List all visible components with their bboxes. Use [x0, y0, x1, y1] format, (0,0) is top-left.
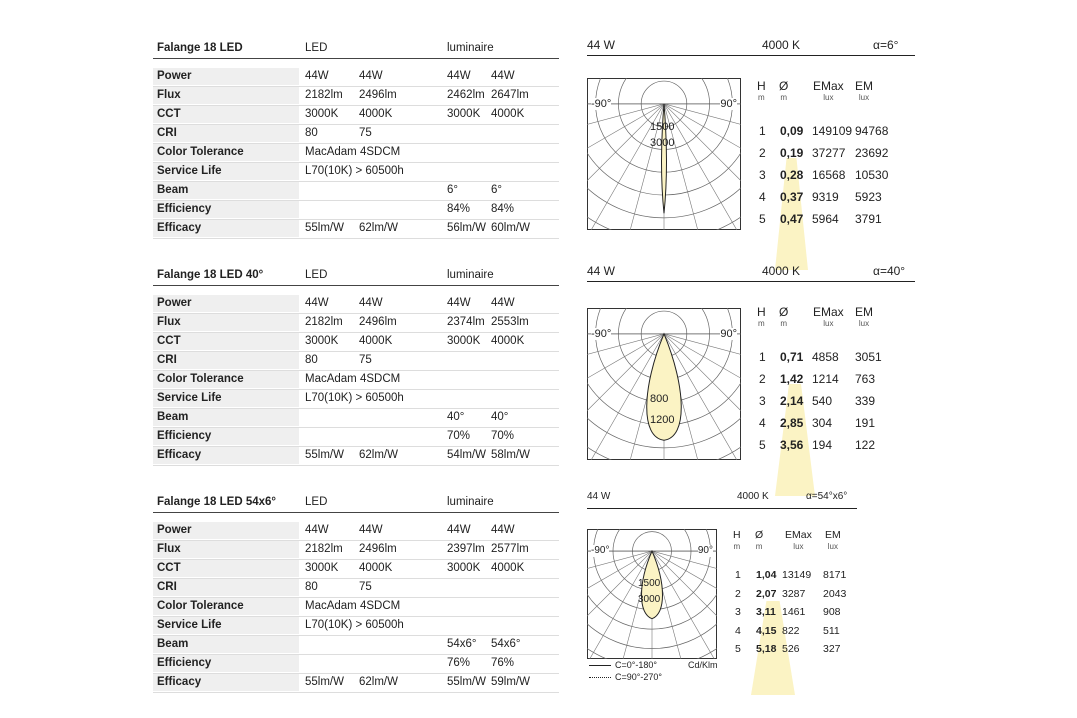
- polar-right-angle: 90°: [720, 327, 737, 340]
- table-cell: 2043: [823, 587, 847, 600]
- spec-row-label: Color Tolerance: [153, 371, 299, 388]
- spec-value: 44W: [491, 524, 515, 536]
- table-cell: 0,37: [780, 190, 804, 204]
- spec-value: 75: [359, 354, 372, 366]
- column-led: LED: [305, 42, 328, 54]
- spec-row-label: Efficiency: [153, 201, 299, 218]
- spec-row-label: Efficiency: [153, 655, 299, 672]
- spec-row: [153, 579, 559, 598]
- table-cell: 3: [735, 606, 741, 618]
- table-header-h: [757, 306, 766, 330]
- table-cell: 1,42: [780, 372, 804, 386]
- header-unit: lux: [823, 319, 834, 328]
- spec-row-label: CCT: [153, 560, 299, 577]
- header-label: EM: [855, 79, 873, 93]
- table-cell: 540: [812, 394, 833, 408]
- spec-value: 2462lm: [447, 89, 485, 101]
- spec-row: [153, 674, 559, 693]
- spec-value: 59lm/W: [491, 676, 530, 688]
- spec-value: 55lm/W: [305, 449, 344, 461]
- spec-value: 54x6°: [447, 638, 477, 650]
- table-cell: 2,14: [780, 394, 804, 408]
- polar-ring-inner-label: 1500: [638, 578, 661, 590]
- photometry-cct: 4000 K: [737, 491, 769, 502]
- photometry-alpha: α=6°: [873, 38, 899, 52]
- spec-value: 44W: [447, 297, 471, 309]
- table-cell: 763: [855, 372, 876, 386]
- spec-value: 44W: [305, 70, 329, 82]
- table-header-em: [855, 306, 873, 330]
- spec-row: [153, 314, 559, 333]
- spec-value: 80: [305, 127, 318, 139]
- header-rule: [587, 281, 915, 282]
- header-label: Ø: [779, 79, 789, 93]
- spec-value: 4000K: [359, 562, 393, 574]
- spec-row-label: Service Life: [153, 617, 299, 634]
- table-cell: 0,47: [780, 212, 804, 226]
- spec-row: [153, 333, 559, 352]
- spec-value: 4000K: [359, 335, 393, 347]
- spec-row-label: CCT: [153, 333, 299, 350]
- spec-value: 80: [305, 354, 318, 366]
- spec-row-label: Power: [153, 295, 299, 312]
- spec-row: [153, 447, 559, 466]
- spec-value: 54x6°: [491, 638, 521, 650]
- spec-value: 76%: [491, 657, 515, 669]
- table-row: [757, 144, 907, 164]
- table-cell: 0,28: [780, 168, 804, 182]
- photometry-power: 44 W: [587, 264, 616, 278]
- table-cell: 2,07: [756, 587, 777, 600]
- table-cell: 13149: [782, 569, 812, 581]
- photometry-alpha: α=54°x6°: [806, 491, 848, 502]
- spec-row: [153, 352, 559, 371]
- spec-value: 76%: [447, 657, 471, 669]
- spec-value: 2182lm: [305, 543, 343, 555]
- spec-value: 44W: [359, 70, 383, 82]
- spec-row-label: Service Life: [153, 163, 299, 180]
- header-label: Ø: [755, 529, 764, 541]
- table-cell: 1: [759, 350, 766, 364]
- spec-value: 44W: [447, 70, 471, 82]
- header-unit: m: [755, 542, 763, 551]
- spec-value: 62lm/W: [359, 222, 398, 234]
- table-cell: 191: [855, 416, 876, 430]
- spec-value: 2496lm: [359, 543, 397, 555]
- table-cell: 3: [759, 394, 766, 408]
- spec-table-falange-18-led: [153, 40, 559, 239]
- header-unit: m: [780, 93, 787, 102]
- header-unit: m: [758, 319, 765, 328]
- table-cell: 5964: [812, 212, 839, 226]
- table-cell: 194: [812, 438, 833, 452]
- spec-header: [153, 267, 559, 286]
- spec-value: 44W: [491, 70, 515, 82]
- spec-row: [153, 163, 559, 182]
- spec-value: 44W: [305, 297, 329, 309]
- spec-value: 44W: [447, 524, 471, 536]
- illuminance-table: [757, 80, 907, 240]
- column-led: LED: [305, 496, 328, 508]
- table-cell: 37277: [812, 146, 846, 160]
- spec-value: 2553lm: [491, 316, 529, 328]
- table-row: [757, 436, 907, 456]
- spec-value: 2496lm: [359, 89, 397, 101]
- table-cell: 3791: [855, 212, 882, 226]
- table-header-d: [755, 529, 763, 553]
- table-cell: 1214: [812, 372, 839, 386]
- spec-row-label: Color Tolerance: [153, 144, 299, 161]
- spec-value: 2374lm: [447, 316, 485, 328]
- spec-row: [153, 522, 559, 541]
- header-label: H: [757, 79, 766, 93]
- spec-row: [153, 409, 559, 428]
- table-cell: 3051: [855, 350, 882, 364]
- spec-row: [153, 541, 559, 560]
- header-rule: [587, 55, 915, 56]
- table-row: [757, 122, 907, 142]
- spec-value: 44W: [359, 297, 383, 309]
- spec-value: 2647lm: [491, 89, 529, 101]
- spec-value: 55lm/W: [305, 676, 344, 688]
- table-cell: 2: [759, 146, 766, 160]
- table-cell: 0,71: [780, 350, 804, 364]
- spec-value: L70(10K) > 60500h: [305, 392, 404, 404]
- header-unit: lux: [827, 542, 838, 551]
- table-row: [733, 641, 883, 661]
- spec-row: [153, 201, 559, 220]
- header-label: EMax: [785, 529, 812, 541]
- spec-row: [153, 655, 559, 674]
- table-cell: 3,11: [756, 606, 776, 618]
- product-title: Falange 18 LED 54x6°: [157, 496, 277, 508]
- spec-value: 40°: [491, 411, 509, 423]
- table-cell: 5: [759, 212, 766, 226]
- spec-value: 84%: [447, 203, 471, 215]
- table-header-d: [779, 306, 788, 330]
- spec-table-falange-18-led-40: [153, 267, 559, 466]
- table-cell: 1,04: [756, 569, 777, 581]
- spec-row: [153, 125, 559, 144]
- spec-row-label: Efficiency: [153, 428, 299, 445]
- table-row: [757, 166, 907, 186]
- table-cell: 5923: [855, 190, 882, 204]
- spec-row: [153, 68, 559, 87]
- table-cell: 4858: [812, 350, 839, 364]
- column-luminaire: luminaire: [447, 269, 494, 281]
- legend-solid-label: C=0°-180°: [615, 660, 657, 670]
- spec-value: MacAdam 4SDCM: [305, 146, 401, 158]
- table-cell: 5,18: [756, 643, 777, 655]
- spec-row-label: Power: [153, 522, 299, 539]
- spec-row: [153, 428, 559, 447]
- legend-unit-label: Cd/Klm: [688, 660, 718, 670]
- spec-value: 60lm/W: [491, 222, 530, 234]
- table-cell: 1: [735, 569, 741, 581]
- spec-table-falange-18-led-54x6: [153, 494, 559, 693]
- spec-value: 70%: [447, 430, 471, 442]
- spec-row: [153, 560, 559, 579]
- table-cell: 526: [782, 643, 800, 655]
- illuminance-table: [757, 306, 907, 466]
- spec-row: [153, 87, 559, 106]
- table-cell: 304: [812, 416, 833, 430]
- spec-value: 3000K: [305, 335, 339, 347]
- polar-right-angle: 90°: [720, 97, 737, 110]
- table-header-emax: [785, 529, 812, 553]
- spec-value: 2496lm: [359, 316, 397, 328]
- header-unit: lux: [823, 93, 834, 102]
- product-title: Falange 18 LED: [157, 42, 243, 54]
- polar-diagram: [587, 78, 741, 230]
- spec-value: 4000K: [359, 108, 393, 120]
- table-cell: 9319: [812, 190, 839, 204]
- spec-value: 62lm/W: [359, 676, 398, 688]
- spec-value: L70(10K) > 60500h: [305, 165, 404, 177]
- header-label: H: [757, 305, 766, 319]
- column-led: LED: [305, 269, 328, 281]
- spec-value: 62lm/W: [359, 449, 398, 461]
- spec-value: 4000K: [491, 562, 525, 574]
- spec-row-label: Efficacy: [153, 674, 299, 691]
- table-cell: 1461: [782, 606, 806, 618]
- spec-row: [153, 390, 559, 409]
- column-luminaire: luminaire: [447, 42, 494, 54]
- spec-row-label: Beam: [153, 182, 299, 199]
- spec-value: 44W: [359, 524, 383, 536]
- photometry-cct: 4000 K: [762, 38, 801, 52]
- spec-row: [153, 106, 559, 125]
- table-cell: 822: [782, 624, 800, 637]
- spec-value: 6°: [447, 184, 458, 196]
- table-cell: 511: [823, 624, 840, 637]
- table-cell: 3: [759, 168, 766, 182]
- spec-value: 58lm/W: [491, 449, 530, 461]
- table-cell: 16568: [812, 168, 846, 182]
- spec-value: 3000K: [447, 335, 481, 347]
- spec-value: 3000K: [447, 108, 481, 120]
- illuminance-table: [733, 529, 883, 689]
- header-label: Ø: [779, 305, 789, 319]
- table-header-em: [825, 529, 841, 553]
- spec-row: [153, 295, 559, 314]
- photometry-alpha: α=40°: [873, 264, 906, 278]
- polar-diagram: [587, 308, 741, 460]
- table-header-h: [757, 80, 766, 104]
- table-cell: 94768: [855, 124, 889, 138]
- spec-row-label: CRI: [153, 352, 299, 369]
- polar-ring-inner-label: 800: [650, 393, 669, 406]
- spec-header: [153, 40, 559, 59]
- table-cell: 4: [759, 416, 766, 430]
- polar-ring-inner-label: 1500: [650, 120, 675, 133]
- spec-value: 44W: [491, 297, 515, 309]
- spec-value: MacAdam 4SDCM: [305, 600, 401, 612]
- spec-value: 2182lm: [305, 89, 343, 101]
- table-header-emax: [813, 306, 844, 330]
- header-label: EMax: [813, 305, 844, 319]
- table-cell: 4,15: [756, 624, 777, 637]
- table-header-em: [855, 80, 873, 104]
- table-header-h: [733, 529, 741, 553]
- spec-value: MacAdam 4SDCM: [305, 373, 401, 385]
- photometry-power: 44 W: [587, 38, 616, 52]
- polar-left-angle: -90°: [591, 97, 612, 110]
- header-unit: lux: [858, 319, 870, 328]
- table-row: [733, 586, 883, 606]
- spec-header: [153, 494, 559, 513]
- spec-value: 56lm/W: [447, 222, 486, 234]
- table-header-emax: [813, 80, 844, 104]
- header-unit: m: [758, 93, 765, 102]
- table-cell: 8171: [823, 569, 847, 581]
- table-cell: 2: [735, 587, 741, 600]
- polar-ring-outer-label: 3000: [638, 594, 661, 605]
- spec-row-label: Beam: [153, 636, 299, 653]
- spec-value: 40°: [447, 411, 465, 423]
- spec-row: [153, 220, 559, 239]
- table-cell: 2: [759, 372, 766, 386]
- header-label: H: [733, 529, 741, 541]
- spec-row: [153, 144, 559, 163]
- spec-row-label: Efficacy: [153, 447, 299, 464]
- table-row: [757, 392, 907, 412]
- spec-value: 3000K: [447, 562, 481, 574]
- header-label: EM: [855, 305, 873, 319]
- spec-value: 2397lm: [447, 543, 485, 555]
- spec-value: 70%: [491, 430, 515, 442]
- header-unit: lux: [858, 93, 870, 102]
- spec-value: 80: [305, 581, 318, 593]
- spec-row-label: Flux: [153, 541, 299, 558]
- table-header-d: [779, 80, 788, 104]
- table-row: [733, 623, 883, 643]
- column-luminaire: luminaire: [447, 496, 494, 508]
- spec-value: 2182lm: [305, 316, 343, 328]
- table-row: [757, 210, 907, 230]
- table-cell: 0,09: [780, 124, 804, 138]
- spec-row-label: Flux: [153, 87, 299, 104]
- table-cell: 908: [823, 606, 841, 618]
- spec-value: 75: [359, 127, 372, 139]
- header-unit: lux: [793, 542, 804, 551]
- header-rule: [587, 508, 857, 509]
- spec-value: 55lm/W: [447, 676, 486, 688]
- spec-row-label: Beam: [153, 409, 299, 426]
- polar-left-angle: -90°: [591, 545, 610, 557]
- spec-value: 6°: [491, 184, 502, 196]
- spec-row-label: Flux: [153, 314, 299, 331]
- table-cell: 3287: [782, 587, 806, 600]
- photometry-panel-1: [587, 38, 917, 238]
- photometry-cct: 4000 K: [762, 264, 801, 278]
- legend-dotted-label: C=90°-270°: [615, 672, 662, 682]
- table-row: [757, 370, 907, 390]
- spec-value: 4000K: [491, 108, 525, 120]
- table-row: [733, 567, 883, 587]
- spec-value: L70(10K) > 60500h: [305, 619, 404, 631]
- spec-row-label: Efficacy: [153, 220, 299, 237]
- header-label: EM: [825, 529, 841, 541]
- header-unit: m: [733, 542, 741, 551]
- table-cell: 23692: [855, 146, 889, 160]
- table-cell: 149109: [812, 124, 853, 138]
- table-row: [757, 348, 907, 368]
- table-cell: 5: [735, 643, 741, 655]
- polar-right-angle: 90°: [697, 545, 713, 557]
- table-cell: 2,85: [780, 416, 804, 430]
- table-cell: 3,56: [780, 438, 804, 452]
- spec-row-label: Color Tolerance: [153, 598, 299, 615]
- table-cell: 339: [855, 394, 876, 408]
- spec-row-label: CRI: [153, 579, 299, 596]
- table-cell: 122: [855, 438, 876, 452]
- spec-value: 75: [359, 581, 372, 593]
- spec-row: [153, 636, 559, 655]
- spec-value: 3000K: [305, 108, 339, 120]
- table-row: [733, 604, 883, 624]
- spec-value: 3000K: [305, 562, 339, 574]
- header-unit: m: [780, 319, 787, 328]
- spec-row-label: CCT: [153, 106, 299, 123]
- polar-ring-outer-label: 1200: [650, 414, 675, 427]
- spec-row: [153, 182, 559, 201]
- spec-row: [153, 598, 559, 617]
- table-cell: 327: [823, 643, 841, 655]
- spec-row-label: CRI: [153, 125, 299, 142]
- spec-row-label: Service Life: [153, 390, 299, 407]
- spec-value: 55lm/W: [305, 222, 344, 234]
- spec-value: 2577lm: [491, 543, 529, 555]
- spec-row: [153, 371, 559, 390]
- spec-value: 54lm/W: [447, 449, 486, 461]
- spec-value: 44W: [305, 524, 329, 536]
- polar-left-angle: -90°: [591, 327, 612, 340]
- table-row: [757, 414, 907, 434]
- table-cell: 4: [735, 624, 741, 637]
- spec-value: 84%: [491, 203, 515, 215]
- table-cell: 1: [759, 124, 766, 138]
- table-cell: 4: [759, 190, 766, 204]
- table-cell: 0,19: [780, 146, 804, 160]
- table-row: [757, 188, 907, 208]
- table-cell: 5: [759, 438, 766, 452]
- table-cell: 10530: [855, 168, 889, 182]
- spec-row: [153, 617, 559, 636]
- photometry-power: 44 W: [587, 491, 611, 502]
- header-label: EMax: [813, 79, 844, 93]
- spec-value: 4000K: [491, 335, 525, 347]
- polar-legend: [589, 660, 729, 686]
- photometry-panel-2: [587, 264, 917, 464]
- product-title: Falange 18 LED 40°: [157, 269, 264, 281]
- spec-row-label: Power: [153, 68, 299, 85]
- polar-ring-outer-label: 3000: [650, 136, 675, 149]
- polar-diagram: [587, 529, 717, 659]
